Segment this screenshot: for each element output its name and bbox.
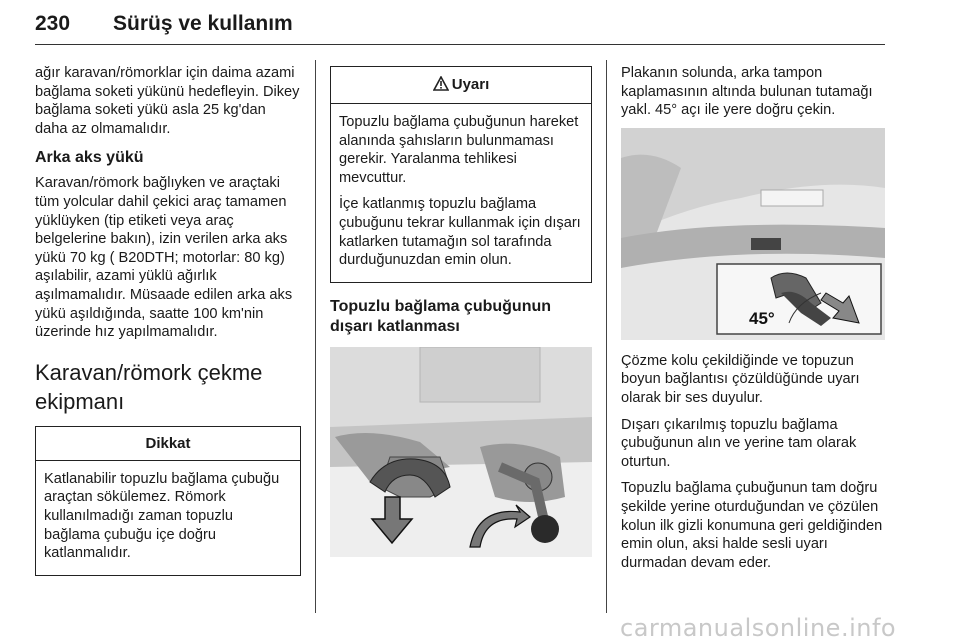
header-rule	[35, 44, 885, 45]
warning-title: Uyarı	[451, 76, 490, 93]
warning-header	[331, 67, 591, 104]
rear-axle-paragraph: Karavan/römork bağlıyken ve araçtaki tüm yolcular dahil çekici araç tamamen yüklüyken (tip etiketi veya araç belgelerine bakın), izin verilen arka aks yükü 70 kg ( B20DTH; motorlar: 80 kg) aşılabilir, azami yüklü ağırlık aşılmamalıdır. Müsaade edilen arka aks yükü aşıldığında, saatte 100 km'nin üzerinde hız yapılmamalıdır.	[35, 175, 293, 341]
handle-paragraph: Plakanın solunda, arka tampon kaplamasının altında bulunan tutamağı yakl. 45° açı ile yere doğru çekin.	[621, 65, 873, 119]
check-seated-paragraph: Topuzlu bağlama çubuğunun tam doğru şekilde yerine oturduğundan ve çözülen kolun ilk gizli konumuna geri geldiğinden emin olun, aksi halde sesli uyarı durmadan devam eder.	[621, 480, 883, 571]
column-2	[330, 66, 592, 557]
column-3	[621, 64, 887, 580]
page-header	[35, 6, 885, 46]
notice-body	[36, 461, 300, 575]
warning-paragraph-2: İçe katlanmış topuzlu bağlama çubuğunu tekrar kullanmak için dışarı katlarken tutamağın sol tarafında durduğunuzdan emin olun.	[339, 196, 581, 269]
tow-bar-fold-figure	[330, 347, 592, 557]
warning-body	[331, 104, 591, 282]
insert-ball-paragraph: Dışarı çıkarılmış topuzlu bağlama çubuğunun alın ve yerine tam olarak oturtun.	[621, 416, 857, 470]
notice-text: Katlanabilir topuzlu bağlama çubuğu araçtan sökülemez. Römork kullanılmadığı zaman topuzlu bağlama çubuğu içe doğru katlanmalıdır.	[44, 470, 280, 562]
column-divider-2	[606, 60, 607, 613]
warning-box	[330, 66, 592, 283]
intro-paragraph: ağır karavan/römorklar için daima azami bağlama soketi yükünü hedefleyin. Dikey bağlama soketi yükü asla 25 kg'dan daha az olmamalıdır.	[35, 65, 300, 137]
warning-triangle-icon	[433, 69, 449, 105]
release-sound-paragraph: Çözme kolu çekildiğinde ve topuzun boyun bağlantısı çözüldüğünde uyarı olarak bir ses duyulur.	[621, 352, 860, 406]
warning-paragraph-1: Topuzlu bağlama çubuğunun hareket alanında şahısların bulunmaması gerekir. Yaralanma tehlikesi mevcuttur.	[339, 114, 579, 186]
page-title: Sürüş ve kullanım	[113, 12, 293, 35]
column-divider-1	[315, 60, 316, 613]
fold-out-heading: Topuzlu bağlama çubuğunun dışarı katlanması	[330, 297, 552, 335]
notice-box	[35, 426, 301, 576]
rear-axle-heading: Arka aks yükü	[35, 149, 144, 167]
angle-label: 45°	[749, 308, 775, 328]
notice-title: Dikkat	[36, 427, 300, 461]
section-heading: Karavan/römork çekme ekipmanı	[35, 359, 263, 414]
watermark: carmanualsonline.info	[620, 614, 897, 642]
rear-bumper-handle-illustration	[621, 128, 885, 340]
tow-bar-underside-illustration	[330, 347, 592, 557]
release-handle-figure	[621, 128, 885, 340]
column-1	[35, 64, 301, 576]
page-number: 230	[35, 12, 71, 35]
